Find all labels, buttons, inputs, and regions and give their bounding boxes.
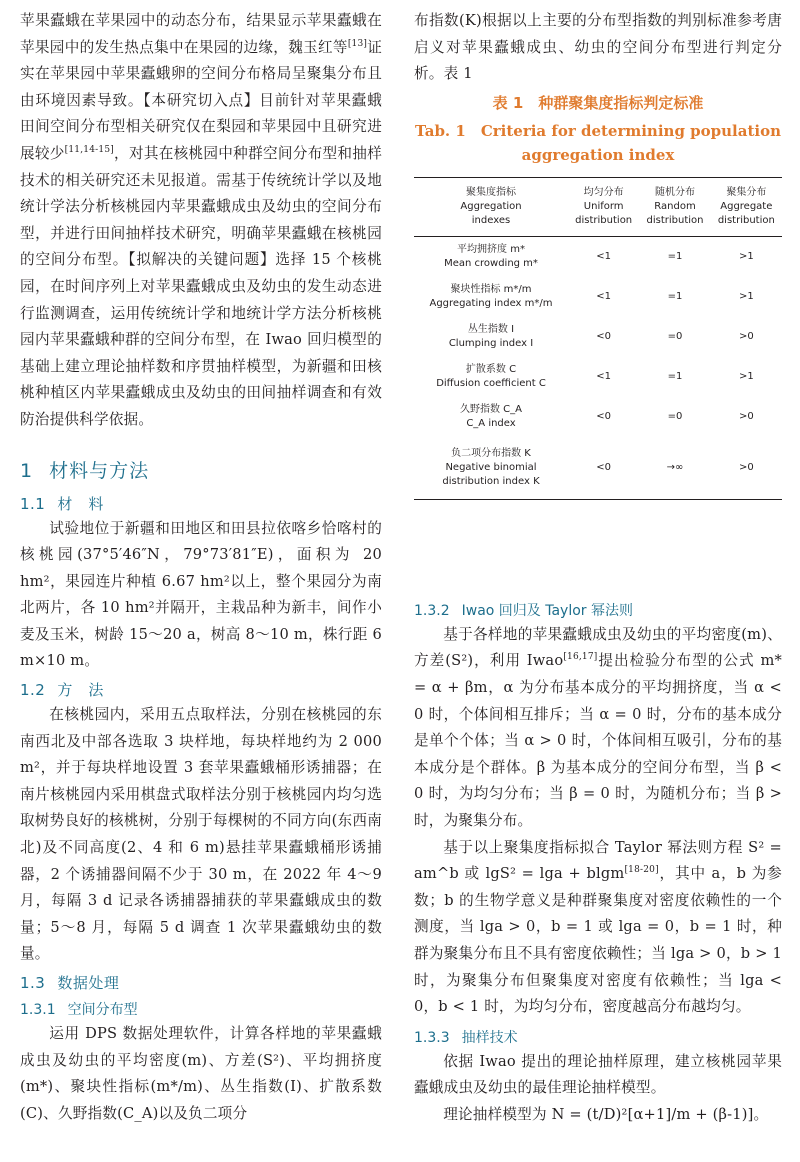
- left-column: [20, 0, 382, 1127]
- criterion-cell: →∞: [666, 461, 684, 473]
- index-name-cell: 丛生指数 I Clumping index I: [448, 323, 534, 349]
- criterion-cell: <1: [596, 370, 612, 382]
- criteria-table: [414, 177, 782, 500]
- index-name-cell: 平均拥挤度 m* Mean crowding m*: [444, 243, 538, 269]
- spatial-distribution-paragraph: 运用 DPS 数据处理软件，计算各样地的苹果蠹蛾成虫及幼虫的平均密度(m)、方差(S²)、平均拥挤度(m*)、聚块性指标(m*/m)、丛生指数(I)、扩散系数(C)、久野指数(C_A)以及负二项分: [20, 1025, 382, 1122]
- criterion-cell: =0: [667, 330, 683, 342]
- table-caption-cn: 表 1 种群聚集度指标判定标准: [492, 93, 704, 112]
- table-header-cell: 聚集度指标 Aggregation indexes: [460, 186, 522, 226]
- section-heading-1-2: 1.2 方 法: [20, 681, 104, 700]
- table-header-cell: 聚集分布 Aggregate distribution: [717, 186, 775, 226]
- citation: [11,14-15]: [64, 145, 114, 156]
- materials-paragraph: 试验地位于新疆和田地区和田县拉依喀乡恰喀村的核桃园(37°5′46″N，79°73′81″E)，面积为 20 hm²，果园连片种植 6.67 hm²以上，整个果园分为南北两片，各 10 hm²并隔开，主栽品种为新丰，间作小麦及玉米，树龄 15～20 a，树高 8～10 m，株行距 6 m×10 m。: [20, 519, 382, 670]
- criterion-cell: >0: [738, 330, 754, 342]
- index-name-cell: 扩散系数 C Diffusion coefficient C: [436, 363, 546, 389]
- table-header-cell: 随机分布 Random distribution: [646, 186, 704, 226]
- table-row: [414, 397, 782, 437]
- citation: [13]: [347, 38, 368, 49]
- table-row: [414, 236, 782, 277]
- criterion-cell: >1: [738, 370, 754, 382]
- criterion-cell: >0: [738, 461, 754, 473]
- table-row: [414, 317, 782, 357]
- table-header-row: [414, 177, 782, 236]
- methods-paragraph: 在核桃园内，采用五点取样法，分别在核桃园的东南西北及中部各选取 3 块样地，每块样地约为 2 000 m²，并于每块样地设置 3 套苹果蠹蛾桶形诱捕器；在南片核桃园内采用棋盘式取样法分别于核桃园内均匀选取树势良好的核桃树，分别于每棵树的不同方向(东西南北)及不同高度(2、4 和 6 m)悬挂苹果蠹蛾桶形诱捕器，2 个诱捕器间隔不少于 30 m，在 2022 年 4～9 月，每隔 3 d 记录各诱捕器捕获的苹果蠹蛾成虫的数量；5～8 月，每隔 5 d 调查 1 次苹果蠹蛾幼虫的数量。: [20, 706, 382, 963]
- table-row: [414, 357, 782, 397]
- criterion-cell: >0: [738, 410, 754, 422]
- taylor-paragraph: 基于以上聚集度指标拟合 Taylor 幂法则方程 S² = am^b 或 lgS² = lga + blgm[18-20]，其中 a，b 为参数；b 的生物学意义是种群聚集度对密度依赖性的一个测度，当 lga > 0，b = 1 或 lga = 0，b = 1 时，种群为聚集分布且不具有密度依赖性；当 lga > 0，b > 1 时，为聚集分布但聚集度对密度有依赖性；当 lga < 0，b < 1 时，为均匀分布，密度越高分布越均匀。: [414, 838, 782, 1016]
- criterion-cell: <0: [596, 330, 612, 342]
- section-heading-1-3: 1.3 数据处理: [20, 974, 120, 992]
- index-name-cell: 久野指数 C_A C_A index: [459, 403, 522, 429]
- table-row: [414, 437, 782, 500]
- criterion-cell: =1: [667, 370, 683, 382]
- sampling-paragraph: 依据 Iwao 提出的理论抽样原理，建立核桃园苹果蠹蛾成虫及幼虫的最佳理论抽样模型。: [414, 1052, 782, 1097]
- iwao-paragraph: 基于各样地的苹果蠹蛾成虫及幼虫的平均密度(m)、方差(S²)，利用 Iwao[16,17]提出检验分布型的公式 m* = α + βm，α 为分布基本成分的平均拥挤度，当 α < 0 时，个体间相互排斥；当 α = 0 时，分布的基本成分是单个个体；当 α > 0 时，个体间相互吸引，分布的基本成分是个群体。β 为基本成分的空间分布型，当 β < 0 时，为均匀分布；当 β = 0 时，为随机分布；当 β > 时，为聚集分布。: [414, 625, 782, 829]
- citation: [16,17]: [563, 652, 598, 663]
- section-heading-1-3-1: 1.3.1 空间分布型: [20, 1002, 138, 1018]
- citation: [18-20]: [624, 865, 659, 876]
- criterion-cell: <1: [596, 250, 612, 262]
- index-name-cell: 聚块性指标 m*/m Aggregating index m*/m: [429, 283, 553, 309]
- section-heading-1-3-2: 1.3.2 Iwao 回归及 Taylor 幂法则: [414, 602, 634, 619]
- index-name-cell: 负二项分布指数 K Negative binomial distribution index K: [442, 447, 540, 487]
- criterion-cell: <1: [596, 290, 612, 302]
- section-heading-1-1: 1.1 材 料: [20, 494, 104, 513]
- criterion-cell: =1: [667, 250, 683, 262]
- criterion-cell: =0: [667, 410, 683, 422]
- sampling-model-paragraph: 理论抽样模型为 N = (t/D)²[α+1]/m + (β-1)]。: [443, 1105, 769, 1123]
- table-row: [414, 277, 782, 317]
- section-heading-1: 1 材料与方法: [20, 459, 150, 482]
- criterion-cell: >1: [738, 290, 754, 302]
- criterion-cell: >1: [738, 250, 754, 262]
- criterion-cell: <0: [596, 461, 612, 473]
- table-header-cell: 均匀分布 Uniform distribution: [575, 186, 633, 226]
- section-heading-1-3-3: 1.3.3 抽样技术: [414, 1029, 518, 1046]
- table-body: [414, 236, 782, 499]
- right-column: [414, 0, 782, 1128]
- intro-paragraph: 苹果蠹蛾在苹果园中的动态分布，结果显示苹果蠹蛾在苹果园中的发生热点集中在果园的边缘，魏玉红等[13]证实在苹果园中苹果蠹蛾卵的空间分布格局呈聚集分布且由环境因素导致。【本研究切入点】目前针对苹果蠹蛾田间空间分布型相关研究仅在梨园和苹果园中且研究进展较少[11,14-15]，对其在核桃园中种群空间分布型和抽样技术的相关研究还未见报道。需基于传统统计学以及地统计学法分析核桃园内苹果蠹蛾成虫及幼虫的空间分布型，并进行田间抽样技术研究，明确苹果蠹蛾在核桃园的空间分布型。【拟解决的关键问题】选择 15 个核桃园，在时间序列上对苹果蠹蛾成虫及幼虫的发生动态进行监测调查，运用传统统计学和地统计学方法分析核桃园内苹果蠹蛾种群的空间分布型，在 Iwao 回归模型的基础上建立理论抽样数和序贯抽样模型，为新疆和田核桃种植区内苹果蠹蛾成虫及幼虫的田间抽样调查和有效防治提供科学依据。: [20, 12, 382, 428]
- criterion-cell: <0: [596, 410, 612, 422]
- continued-paragraph: 布指数(K)根据以上主要的分布型指数的判别标准参考唐启义对苹果蠹蛾成虫、幼虫的空间分布型进行判定分析。表 1: [414, 12, 782, 83]
- criterion-cell: =1: [667, 290, 683, 302]
- table-caption-en: Tab. 1 Criteria for determining population aggregation index: [415, 121, 781, 164]
